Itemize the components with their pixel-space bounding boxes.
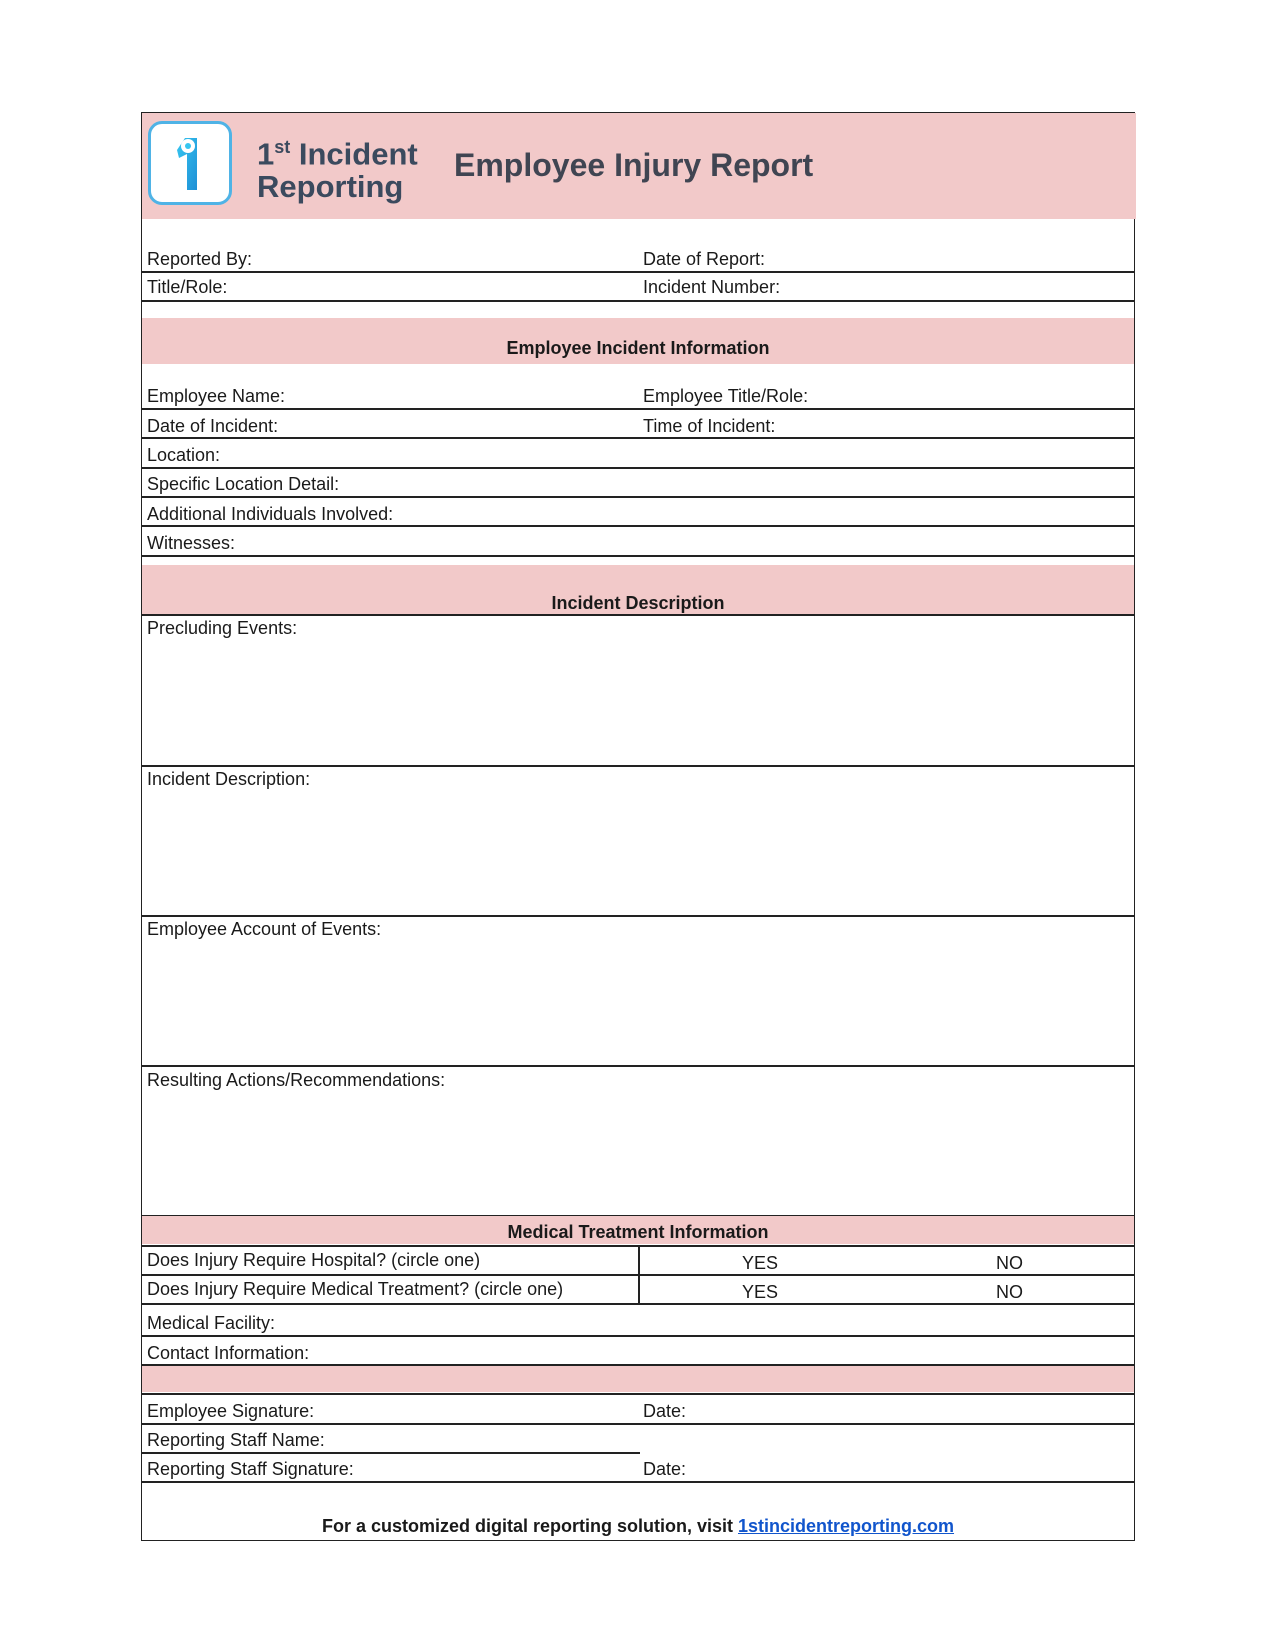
row-divider [142, 765, 1134, 767]
row-divider [142, 915, 1134, 917]
row-divider [142, 525, 1134, 527]
row-divider [142, 1423, 1134, 1425]
contact-information-label: Contact Information: [147, 1343, 310, 1363]
incident-number-label: Incident Number: [643, 277, 781, 297]
employee-account-label: Employee Account of Events: [147, 919, 382, 939]
resulting-actions-label: Resulting Actions/Recommendations: [147, 1070, 446, 1090]
header-band [142, 113, 1136, 219]
treatment-question-label: Does Injury Require Medical Treatment? (circle one) [147, 1279, 564, 1299]
brand-logo [148, 121, 232, 205]
footer-link[interactable]: 1stincidentreporting.com [738, 1516, 955, 1536]
precluding-events-label: Precluding Events: [147, 618, 298, 638]
employee-title-role-label: Employee Title/Role: [643, 386, 809, 406]
incident-description-label: Incident Description: [147, 769, 311, 789]
row-divider [142, 271, 1134, 273]
footer-text: For a customized digital reporting solution, visit [321, 1516, 738, 1536]
hospital-no-option[interactable]: NO [996, 1253, 1023, 1273]
location-label: Location: [147, 445, 221, 465]
report-form [141, 112, 1135, 1541]
hospital-yes-option[interactable]: YES [742, 1253, 779, 1273]
hospital-question-label: Does Injury Require Hospital? (circle one) [147, 1250, 481, 1270]
row-divider [142, 437, 1134, 439]
title-role-label: Title/Role: [147, 277, 228, 297]
row-divider [142, 300, 1134, 302]
time-of-incident-label: Time of Incident: [643, 416, 776, 436]
witnesses-label: Witnesses: [147, 533, 236, 553]
employee-section-heading: Employee Incident Information [506, 338, 770, 358]
row-divider [142, 1335, 1134, 1337]
pin-one-icon [151, 124, 229, 202]
date-of-report-label: Date of Report: [643, 249, 766, 269]
medical-section-heading: Medical Treatment Information [507, 1222, 769, 1242]
reported-by-label: Reported By: [147, 249, 253, 269]
page-title: Employee Injury Report [454, 147, 814, 183]
row-divider [142, 614, 1134, 616]
row-divider [142, 1452, 640, 1454]
date-of-incident-label: Date of Incident: [147, 416, 279, 436]
additional-individuals-label: Additional Individuals Involved: [147, 504, 394, 524]
reporting-staff-signature-label: Reporting Staff Signature: [147, 1459, 354, 1479]
row-divider [142, 467, 1134, 469]
row-divider [142, 1481, 1134, 1483]
employee-signature-date-label: Date: [643, 1401, 687, 1421]
row-divider [142, 496, 1134, 498]
medical-facility-label: Medical Facility: [147, 1313, 276, 1333]
row-divider [142, 555, 1134, 557]
brand-name: 1st Incident Reporting [257, 136, 418, 205]
row-divider [142, 408, 1134, 410]
row-divider [142, 1065, 1134, 1067]
employee-name-label: Employee Name: [147, 386, 286, 406]
staff-signature-date-label: Date: [643, 1459, 687, 1479]
row-divider [142, 1393, 1134, 1395]
employee-signature-label: Employee Signature: [147, 1401, 315, 1421]
footer-note [142, 1516, 1134, 1537]
treatment-yes-option[interactable]: YES [742, 1282, 779, 1302]
description-section-heading: Incident Description [551, 593, 725, 613]
specific-location-label: Specific Location Detail: [147, 474, 340, 494]
reporting-staff-name-label: Reporting Staff Name: [147, 1430, 325, 1450]
section-band [142, 1366, 1134, 1392]
column-divider [638, 1245, 640, 1305]
treatment-no-option[interactable]: NO [996, 1282, 1023, 1302]
